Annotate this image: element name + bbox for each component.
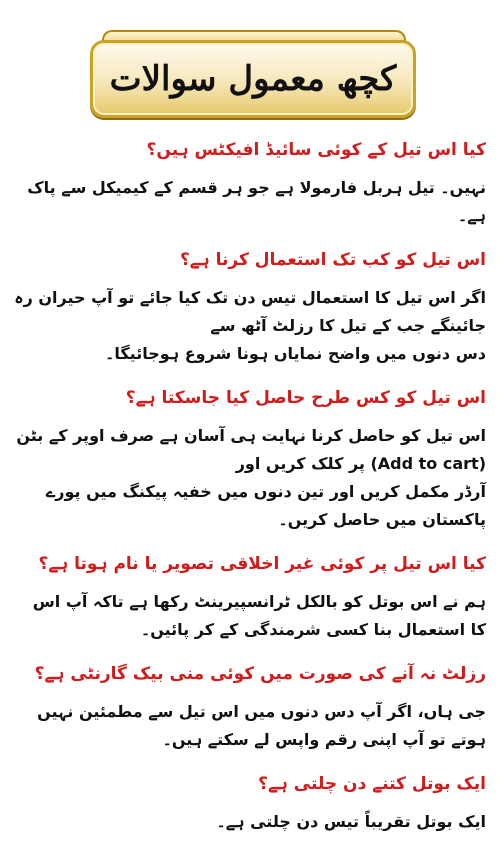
faq-item: [14, 552, 486, 644]
faq-answer-line: دس دنوں میں واضح نمایاں ہونا شروع ہوجائیگا۔: [104, 344, 486, 363]
faq-answer-line: جی ہاں، اگر آپ دس دنوں میں اس تیل سے مطمئین نہیں ہوتے تو آپ اپنی رقم واپس لے سکتے ہیں۔: [37, 702, 486, 749]
banner-frame: [90, 40, 416, 118]
faq-answer: [14, 698, 486, 754]
faq-answer-line: آرڈر مکمل کریں اور تین دنوں میں خفیہ پیکنگ میں پورے پاکستان میں حاصل کریں۔: [45, 482, 486, 529]
page-title: کچھ معمول سوالات: [109, 59, 397, 99]
faq-answer-line: اس تیل کو حاصل کرنا نہایت ہی آسان ہے صرف اوپر کے بٹن (Add to cart) پر کلک کریں اور: [16, 426, 486, 473]
faq-answer-line: نہیں۔ تیل ہربل فارمولا ہے جو ہر قسم کے کیمیکل سے پاک ہے۔: [27, 178, 486, 225]
faq-answer-line: ایک بوتل تقریباً تیس دن چلتی ہے۔: [216, 812, 486, 831]
faq-list: [14, 138, 486, 854]
faq-item: [14, 248, 486, 368]
faq-answer: [14, 174, 486, 230]
faq-item: [14, 662, 486, 754]
faq-question: اس تیل کو کس طرح حاصل کیا جاسکتا ہے؟: [125, 388, 486, 408]
faq-answer-line: ہم نے اس بوتل کو بالکل ٹرانسپیرینٹ رکھا ہے تاکہ آپ اس کا استعمال بنا کسی شرمندگی کے کر پائیں۔: [32, 592, 486, 639]
faq-answer-line: اگر اس تیل کا استعمال تیس دن تک کیا جائے تو آپ حیران رہ جائینگے جب کے تیل کا رزلٹ آٹھ سے: [14, 288, 486, 335]
faq-question: ایک بوتل کتنے دن چلتی ہے؟: [258, 774, 486, 794]
faq-question: کیا اس تیل کے کوئی سائیڈ افیکٹس ہیں؟: [146, 140, 486, 160]
faq-item: [14, 772, 486, 836]
faq-answer: [14, 588, 486, 644]
faq-answer: [14, 284, 486, 368]
faq-answer: [14, 422, 486, 534]
faq-question: کیا اس تیل پر کوئی غیر اخلاقی تصویر یا نام ہوتا ہے؟: [38, 554, 486, 574]
header-banner: [90, 30, 414, 120]
faq-question: رزلٹ نہ آنے کی صورت میں کوئی منی بیک گارنٹی ہے؟: [34, 664, 486, 684]
faq-item: [14, 386, 486, 534]
faq-item: [14, 138, 486, 230]
faq-answer: [14, 808, 486, 836]
faq-question: اس تیل کو کب تک استعمال کرنا ہے؟: [179, 250, 486, 270]
